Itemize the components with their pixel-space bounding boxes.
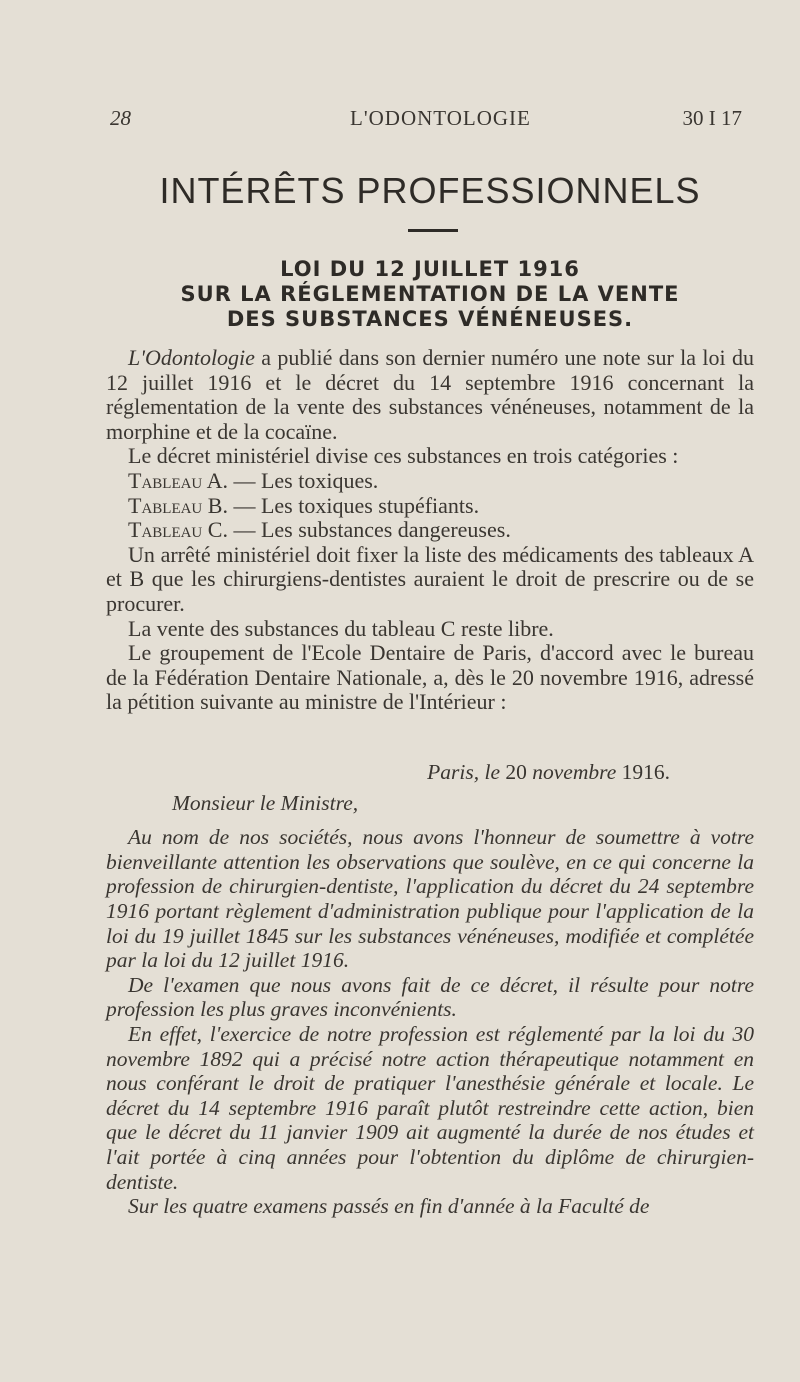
running-head bbox=[106, 106, 754, 132]
table-line: Tableau A. — Les toxiques. bbox=[128, 467, 379, 493]
journal-name: L'Odontologie bbox=[128, 345, 255, 370]
petition-letter bbox=[106, 760, 754, 1219]
title-rule bbox=[408, 229, 458, 232]
paragraph: Un arrêté ministériel doit fixer la liste des médicaments des tableaux A et B que les chirurgiens-dentistes auraient le droit de prescrire ou de se procurer. bbox=[106, 541, 754, 616]
paragraph: Le décret ministériel divise ces substances en trois catégories : bbox=[128, 443, 679, 469]
letter-dateline: Paris, le 20 novembre 1916. bbox=[427, 760, 670, 784]
paragraph: L'Odontologie a publié dans son dernier numéro une note sur la loi du 12 juillet 1916 et le décret du 14 septembre 1916 concernant la réglementation de la vente des substances vénéneuses, notamment de la morphine et de la cocaïne. bbox=[106, 345, 754, 444]
table-line: Tableau C. — Les substances dangereuses. bbox=[128, 517, 511, 543]
article-body bbox=[106, 346, 754, 715]
letter-salutation: Monsieur le Ministre, bbox=[172, 790, 359, 815]
table-line: Tableau B. — Les toxiques stupéfiants. bbox=[128, 492, 480, 518]
issue-date: 30 I 17 bbox=[682, 106, 742, 130]
section-title: INTÉRÊTS PROFESSIONNELS bbox=[159, 170, 701, 211]
law-title-line-2: SUR LA RÉGLEMENTATION DE LA VENTE bbox=[180, 282, 680, 306]
law-title-line-1: LOI DU 12 JUILLET 1916 bbox=[280, 257, 580, 281]
law-title bbox=[106, 257, 754, 332]
journal-title: L'ODONTOLOGIE bbox=[350, 106, 531, 130]
letter-paragraph: Sur les quatre examens passés en fin d'année à la Faculté de bbox=[128, 1194, 650, 1219]
letter-paragraph: De l'examen que nous avons fait de ce décret, il résulte pour notre profession les plus graves inconvénients. bbox=[106, 972, 754, 1022]
paragraph: Le groupement de l'Ecole Dentaire de Paris, d'accord avec le bureau de la Fédération Dentaire Nationale, a, dès le 20 novembre 1916, adressé la pétition suivante au ministre de l'Intérieur : bbox=[106, 640, 754, 715]
law-title-line-3: DES SUBSTANCES VÉNÉNEUSES. bbox=[226, 307, 634, 331]
letter-paragraph: Au nom de nos sociétés, nous avons l'honneur de soumettre à votre bienveillante attention les observations que soulève, en ce qui concerne la profession de chirurgien-dentiste, l'application du décret du 24 septembre 1916 portant règlement d'administration publique pour l'application de la loi du 19 juillet 1845 sur les substances vénéneuses, modifiée et complétée par la loi du 12 juillet 1916. bbox=[106, 825, 754, 973]
letter-paragraph: En effet, l'exercice de notre profession est réglementé par la loi du 30 novembre 1892 qui a précisé notre action thérapeutique notamment en nous conférant le droit de pratiquer l'anesthésie générale et locale. Le décret du 14 septembre 1916 paraît plutôt restreindre cette action, bien que le décret du 11 janvier 1909 ait augmenté la durée de nos études et l'ait portée à cinq années pour l'obtention du diplôme de chirurgien-dentiste. bbox=[106, 1021, 754, 1194]
page-number: 28 bbox=[110, 106, 131, 130]
paragraph: La vente des substances du tableau C reste libre. bbox=[128, 615, 554, 641]
